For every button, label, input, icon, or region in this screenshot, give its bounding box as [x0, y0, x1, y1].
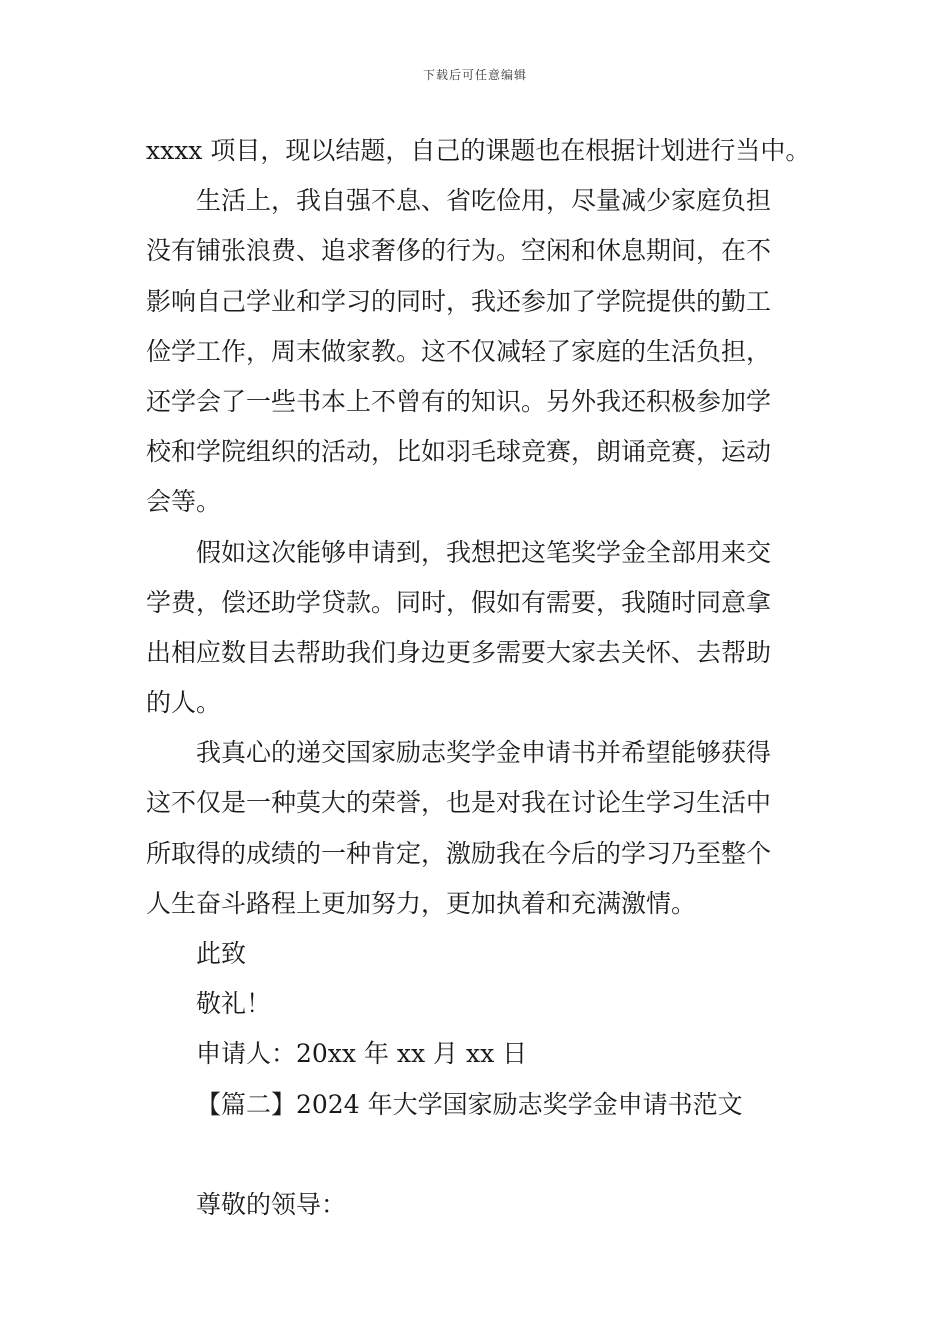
text-line: 还学会了一些书本上不曾有的知识。另外我还积极参加学 — [146, 386, 772, 416]
document-body — [146, 126, 811, 1230]
text-line: 没有铺张浪费、追求奢侈的行为。空闲和休息期间，在不 — [146, 236, 772, 266]
applicant-date-line: 申请人：20xx 年 xx 月 xx 日 — [196, 1039, 528, 1069]
text-line: 所取得的成绩的一种肯定，激励我在今后的学习乃至整个 — [146, 838, 772, 868]
text-line: 人生奋斗路程上更加努力，更加执着和充满激情。 — [146, 888, 697, 918]
text-line: 我真心的递交国家励志奖学金申请书并希望能够获得 — [196, 738, 772, 768]
closing-line: 此致 — [196, 939, 247, 968]
blank-line — [146, 1130, 811, 1180]
text-line: 影响自己学业和学习的同时，我还参加了学院提供的勤工 — [146, 286, 772, 316]
page-header: 下载后可任意编辑 — [422, 68, 527, 82]
text-line: 生活上，我自强不息、省吃俭用，尽量减少家庭负担 — [196, 186, 772, 216]
text-line: 学费，偿还助学贷款。同时，假如有需要，我随时同意拿 — [146, 587, 772, 617]
text-line: xxxx 项目，现以结题，自己的课题也在根据计划进行当中。 — [146, 136, 811, 165]
text-line: 校和学院组织的活动，比如羽毛球竞赛，朗诵竞赛，运动 — [146, 437, 772, 467]
text-line: 这不仅是一种莫大的荣誉，也是对我在讨论生学习生活中 — [146, 788, 772, 818]
text-line: 会等。 — [146, 487, 222, 517]
greeting-line: 尊敬的领导： — [196, 1189, 347, 1219]
section-heading: 【篇二】2024 年大学国家励志奖学金申请书范文 — [196, 1089, 743, 1119]
salutation-line: 敬礼！ — [196, 989, 272, 1019]
text-line: 的人。 — [146, 688, 222, 718]
text-line: 假如这次能够申请到，我想把这笔奖学金全部用来交 — [196, 537, 772, 567]
text-line: 俭学工作，周末做家教。这不仅减轻了家庭的生活负担， — [146, 336, 772, 366]
text-line: 出相应数目去帮助我们身边更多需要大家去关怀、去帮助 — [146, 637, 772, 667]
